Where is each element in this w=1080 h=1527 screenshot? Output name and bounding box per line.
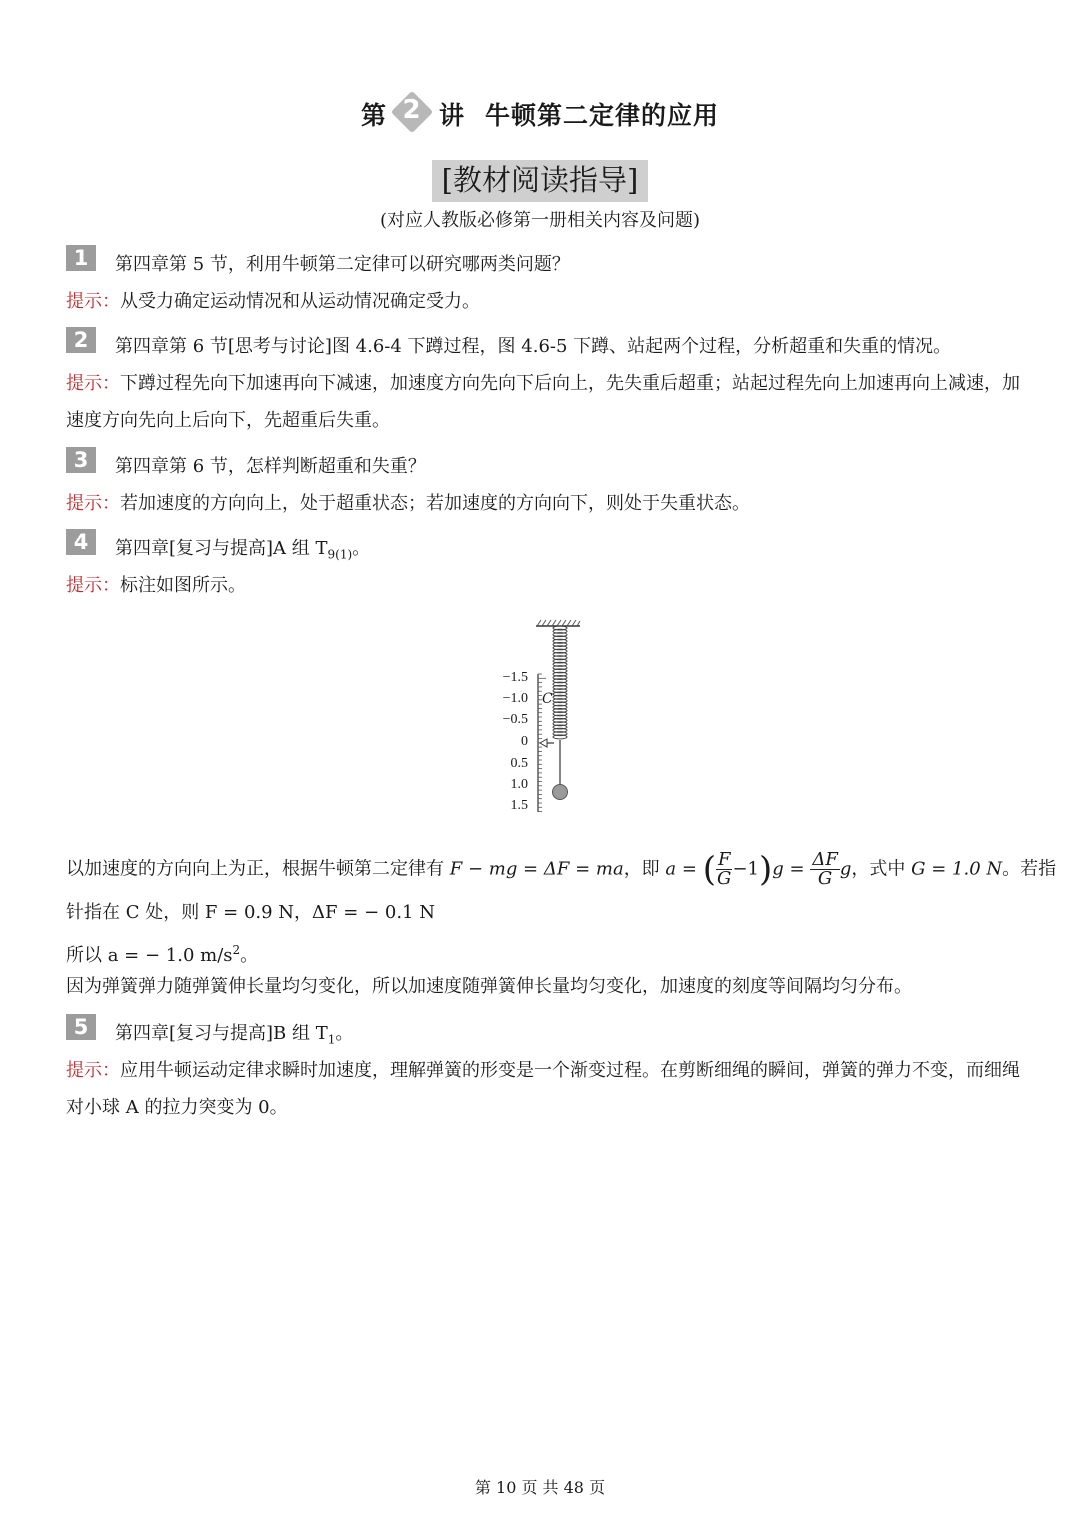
question-text-subscript: 1	[327, 1032, 336, 1047]
hint-text: 若加速度的方向向上，处于超重状态；若加速度的方向向下，则处于失重状态。	[120, 493, 750, 514]
hint	[66, 365, 1026, 439]
question-text-main: 第四章[复习与提高]A 组 T	[115, 538, 328, 559]
hint	[66, 567, 1026, 604]
equation: g =	[772, 858, 805, 880]
equation: a =	[665, 858, 697, 880]
ceiling-hatch	[537, 620, 580, 626]
question-text	[115, 536, 370, 568]
paren-open: (	[702, 849, 716, 890]
pointer-arrow-icon	[540, 739, 554, 747]
lecture-badge	[389, 89, 435, 135]
scale-label: −0.5	[502, 712, 528, 727]
question-text-end: 。	[352, 538, 371, 559]
ball-icon	[553, 785, 568, 800]
hint-label: 提示：	[66, 291, 120, 312]
hint-text: 从受力确定运动情况和从运动情况确定受力。	[120, 291, 480, 312]
explanation-text: ，即	[623, 858, 660, 880]
fraction-denominator: G	[817, 868, 833, 889]
equation: F − mg = ΔF = ma	[449, 858, 624, 880]
fraction	[810, 851, 840, 888]
equation: G = 1.0 N	[911, 858, 1003, 880]
question-text	[115, 1021, 353, 1053]
page-title	[0, 96, 1080, 135]
explanation-line-4: 因为弹簧弹力随弹簧伸长量均匀变化，所以加速度随弹簧伸长量均匀变化，加速度的刻度等间隔均匀分布。	[66, 976, 912, 997]
title-name: 牛顿第二定律的应用	[485, 101, 720, 130]
hint	[66, 1052, 1026, 1126]
scale-label: 0	[521, 734, 528, 749]
question-number-badge: 3	[66, 447, 96, 473]
question-number-badge: 1	[66, 245, 96, 271]
question-number-badge: 4	[66, 529, 96, 555]
lecture-number: 2	[402, 95, 422, 125]
page-footer: 第 10 页 共 48 页	[474, 1478, 606, 1497]
spring-coils	[553, 626, 567, 739]
equation: −1	[732, 858, 760, 880]
hint-label: 提示：	[66, 373, 120, 394]
title-prefix: 第	[360, 101, 387, 130]
superscript: 2	[232, 943, 241, 957]
equation: g	[839, 858, 852, 880]
question-text-subscript: 9(1)	[327, 547, 353, 562]
question-number-badge: 2	[66, 327, 96, 353]
explanation-line-3	[66, 937, 258, 969]
explanation-text: 。若指	[1002, 858, 1057, 880]
hint-text: 下蹲过程先向下加速再向下减速，加速度方向先向下后向上，先失重后超重；站起过程先向上加速再向上减速，加速度方向先向上后向下，先超重后失重。	[66, 373, 1020, 431]
explanation-text: ，式中	[851, 858, 906, 880]
explanation-line-1	[66, 851, 1056, 888]
question-text: 第四章第 5 节，利用牛顿第二定律可以研究哪两类问题？	[115, 254, 570, 275]
question-number-badge: 5	[66, 1014, 96, 1040]
hint	[66, 485, 1026, 522]
fraction-numerator: ΔF	[812, 849, 838, 870]
scale-label: 1.5	[510, 798, 528, 813]
question-text: 第四章第 6 节[思考与讨论]图 4.6-4 下蹲过程，图 4.6-5 下蹲、站起两个过程，分析超重和失重的情况。	[115, 336, 952, 357]
hint-label: 提示：	[66, 1060, 120, 1081]
hint	[66, 283, 1026, 320]
section-heading	[0, 160, 1080, 202]
scale-label: 0.5	[510, 756, 528, 771]
title-lecture: 讲	[438, 101, 465, 130]
explanation-text: 以加速度的方向向上为正，根据牛顿第二定律有	[66, 858, 444, 880]
question-text-end: 。	[335, 1023, 354, 1044]
section-heading-text: [教材阅读指导]	[432, 160, 649, 202]
scale-label: −1.0	[502, 691, 528, 706]
fraction-numerator: F	[717, 849, 731, 870]
scale-label: 1.0	[510, 777, 528, 792]
paren-close: )	[759, 849, 773, 890]
pointer-label: C	[542, 691, 553, 707]
hint-label: 提示：	[66, 493, 120, 514]
fraction-denominator: G	[717, 868, 732, 889]
hint-text: 应用牛顿运动定律求瞬时加速度，理解弹簧的形变是一个渐变过程。在剪断细绳的瞬间，弹簧的弹力不变，而细绳对小球 A 的拉力突变为 0。	[66, 1060, 1020, 1118]
hint-label: 提示：	[66, 575, 120, 596]
scale-label: −1.5	[502, 670, 528, 685]
explanation-text: 所以 a = − 1.0 m/s	[66, 945, 233, 966]
fraction	[716, 851, 733, 888]
section-subheading: (对应人教版必修第一册相关内容及问题)	[379, 210, 701, 231]
hint-text: 标注如图所示。	[120, 575, 246, 596]
explanation-text: 。	[240, 945, 259, 966]
explanation-line-2: 针指在 C 处，则 F = 0.9 N，ΔF = − 0.1 N	[66, 902, 435, 923]
question-text-main: 第四章[复习与提高]B 组 T	[115, 1023, 328, 1044]
question-text: 第四章第 6 节，怎样判断超重和失重？	[115, 456, 426, 477]
